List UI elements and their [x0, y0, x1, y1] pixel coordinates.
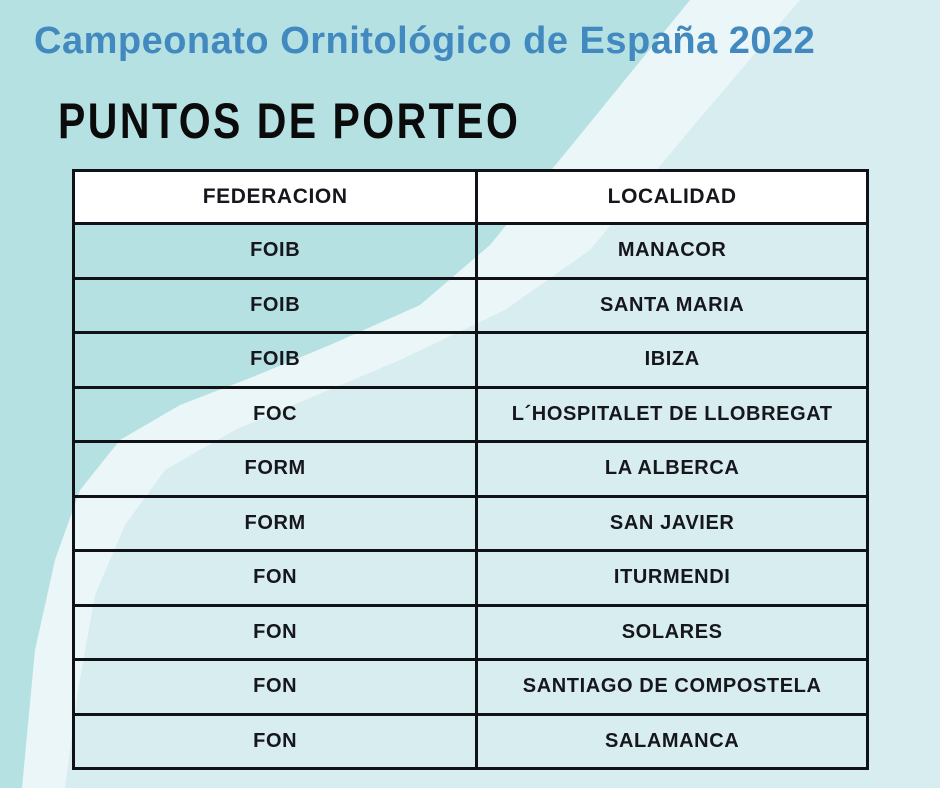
table-row [74, 496, 868, 551]
table-row [74, 278, 868, 333]
column-header-federacion: FEDERACION [74, 171, 477, 224]
federacion-cell: FON [74, 714, 477, 769]
localidad-cell: SALAMANCA [477, 714, 868, 769]
table-row [74, 442, 868, 497]
federacion-cell: FORM [74, 442, 477, 497]
localidad-cell: SANTA MARIA [477, 278, 868, 333]
table-header-row [74, 171, 868, 224]
table-row [74, 660, 868, 715]
federacion-cell: FOC [74, 387, 477, 442]
page-subtitle: PUNTOS DE PORTEO [58, 93, 521, 149]
federacion-cell: FON [74, 605, 477, 660]
table-row [74, 333, 868, 388]
localidad-cell: SANTIAGO DE COMPOSTELA [477, 660, 868, 715]
page-title: Campeonato Ornitológico de España 2022 [34, 20, 816, 62]
column-header-localidad: LOCALIDAD [477, 171, 868, 224]
federacion-cell: FON [74, 551, 477, 606]
table-row [74, 387, 868, 442]
table-row [74, 605, 868, 660]
localidad-cell: ITURMENDI [477, 551, 868, 606]
localidad-cell: LA ALBERCA [477, 442, 868, 497]
localidad-cell: L´HOSPITALET DE LLOBREGAT [477, 387, 868, 442]
table-row [74, 224, 868, 279]
federacion-cell: FOIB [74, 333, 477, 388]
table-row [74, 714, 868, 769]
table-row [74, 551, 868, 606]
federacion-cell: FOIB [74, 278, 477, 333]
localidad-cell: SOLARES [477, 605, 868, 660]
federacion-cell: FOIB [74, 224, 477, 279]
porteo-table [72, 169, 869, 770]
localidad-cell: SAN JAVIER [477, 496, 868, 551]
federacion-cell: FORM [74, 496, 477, 551]
federacion-cell: FON [74, 660, 477, 715]
localidad-cell: MANACOR [477, 224, 868, 279]
localidad-cell: IBIZA [477, 333, 868, 388]
